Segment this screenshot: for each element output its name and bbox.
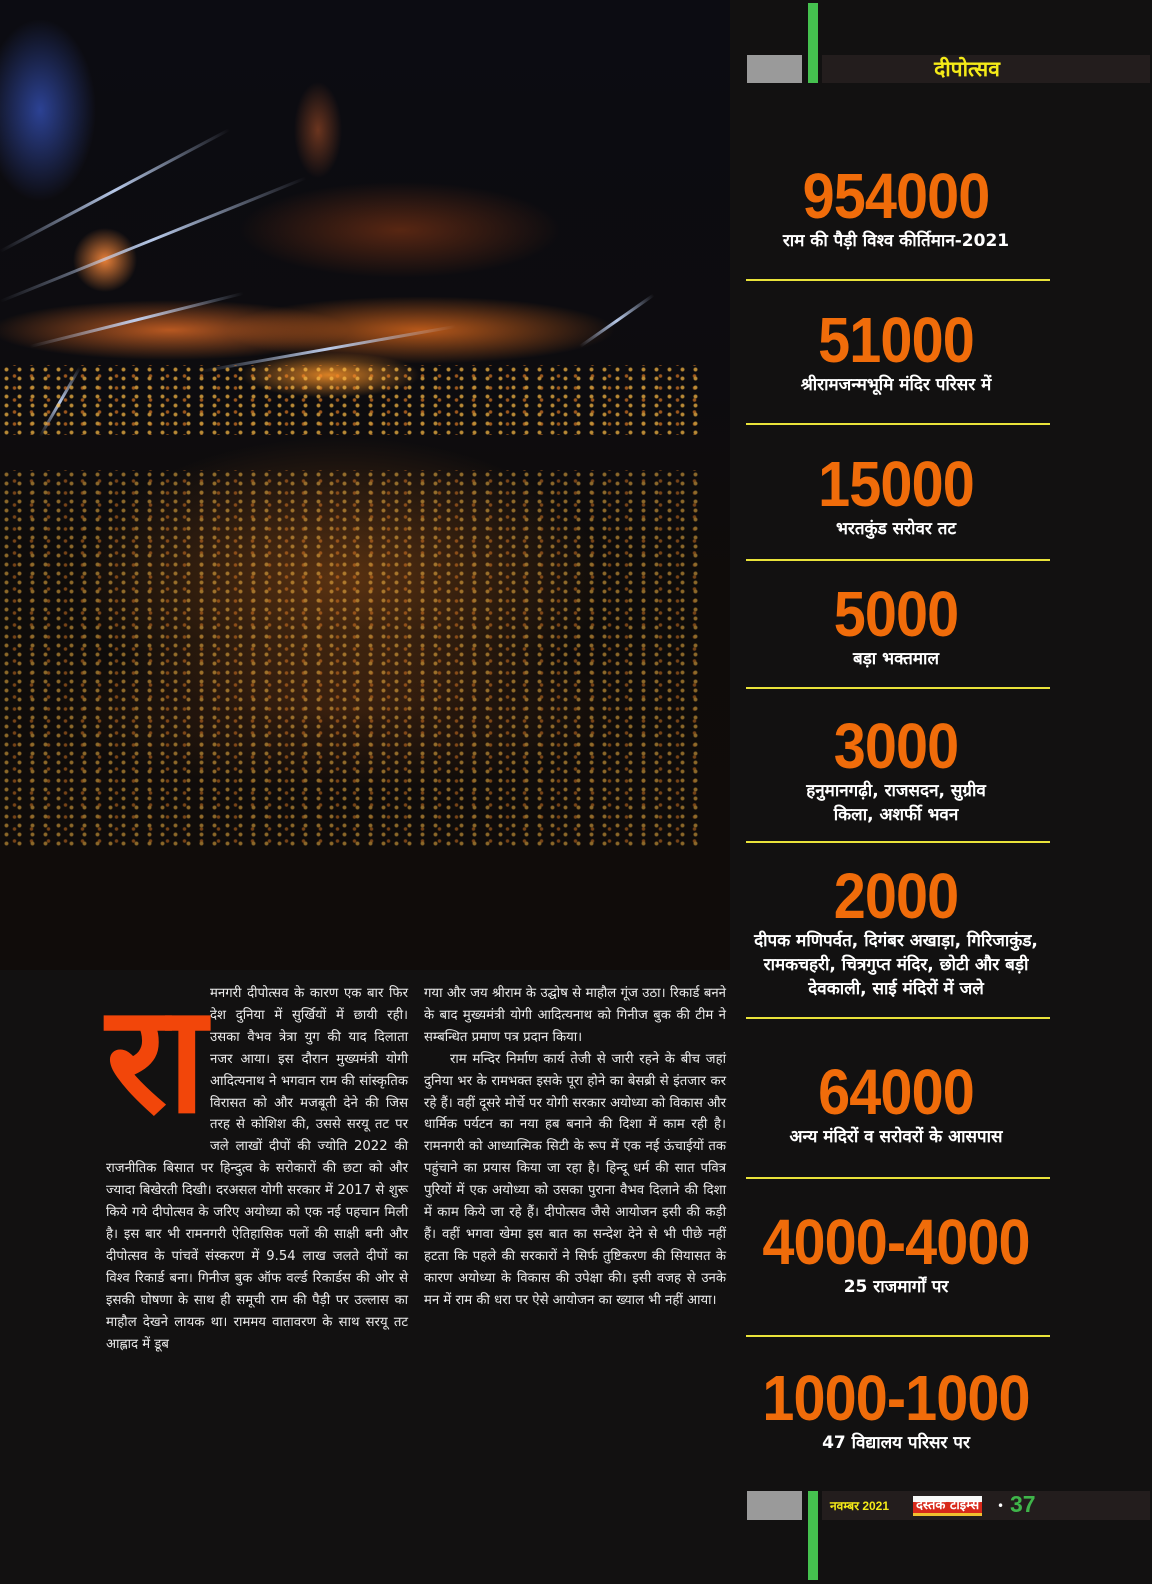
footer-gray-block [747, 1491, 802, 1520]
article-column-1 [106, 973, 408, 1355]
stat-item [740, 160, 1052, 253]
divider [746, 1177, 1050, 1179]
stat-label: भरतकुंड सरोवर तट [835, 519, 957, 539]
stat-number: 954000 [802, 160, 990, 232]
article-paragraph: राम मन्दिर निर्माण कार्य तेजी से जारी रहने के बीच जहां दुनिया भर के रामभक्त इसके पूरा होने का बेसब्री से इंतजार कर रहे हैं। वहीं दूसरे मोर्चे पर योगी सरकार अयोध्या को विकास और धार्मिक पर्यटन का नया हब बनाने की दिशा में काम रही है। रामनगरी को आध्यात्मिक सिटी के रूप में एक नई ऊंचाईयों तक पहुंचाने का प्रयास किया जा रहा है। हिन्दू धर्म की सात पवित्र पुरियों में एक अयोध्या को उसका पुराना वैभव दिलाने की दिशा में काम किये जा रहे हैं। दीपोत्सव जैसे आयोजन इसी की कड़ी हैं। वहीं भगवा खेमा इस बात का सन्देश देने से भी पीछे नहीं हटता कि पहले की सरकारों ने सिर्फ तुष्टिकरण की सियासत के कारण अयोध्या के विकास की उपेक्षा की। इसी वजह से उनके मन में राम की धरा पर ऐसे आयोजन का ख्याल भी नहीं आया। [424, 1051, 726, 1308]
stat-label: राम की पैड़ी विश्व कीर्तिमान-2021 [782, 231, 1010, 251]
article-paragraph: मनगरी दीपोत्सव के कारण एक बार फिर देश दुनिया में सुर्खियों में छायी रही। उसका वैभव त्रेत्रा युग की याद दिलाता नजर आया। इस दौरान मुख्यमंत्री योगी आदित्यनाथ ने भगवान राम की सांस्कृतिक विरासत को और मजबूती देने की जिस तरह से कोशिश की, उससे सरयू तट पर जले लाखों दीपों की ज्योति 2022 की राजनीतिक बिसात पर हिन्दुत्व के सरोकारों की छटा को और ज्यादा बिखेरती दिखी। दरअसल योगी सरकार में 2017 से शुरू किये गये दीपोत्सव के जरिए अयोध्या को एक नई पहचान मिली है। इस बार भी रामनगरी ऐतिहासिक पलों की साक्षी बनी और दीपोत्सव के पांचवें संस्करण में 9.54 लाख जलते दीपों का विश्व रिकार्ड बना। गिनीज बुक ऑफ वर्ल्ड रिकार्डस की ओर से इसकी घोषणा के साथ ही समूची राम की पैड़ी पर उल्लास का माहौल देखने लायक था। राममय वातावरण के साथ सरयू तट आह्लाद में डूब [106, 986, 408, 1352]
stat-number: 64000 [818, 1056, 974, 1128]
footer-green-bar [808, 1491, 818, 1580]
dropcap: रा [106, 973, 207, 1147]
magazine-logo: दस्तक टाइम्स [913, 1496, 982, 1516]
stat-item [740, 578, 1052, 671]
diya-lights-field [0, 470, 700, 850]
stat-number: 2000 [833, 860, 959, 932]
stat-item [740, 1206, 1052, 1299]
section-title: दीपोत्सव [934, 57, 1000, 81]
light-beam [0, 176, 307, 302]
stat-label: अन्य मंदिरों व सरोवरों के आसपास [789, 1127, 1003, 1147]
divider [746, 841, 1050, 843]
separator-dot: • [997, 1499, 1005, 1513]
light-beam [0, 128, 230, 253]
stat-number: 15000 [818, 448, 974, 520]
stat-label: दीपक मणिपर्वत, दिगंबर अखाड़ा, गिरिजाकुंड, रामकचहरी, चित्रगुप्त मंदिर, छोटी और बड़ी देवकाली, साई मंदिरों में जले [754, 931, 1038, 999]
stats-column [740, 160, 1052, 1455]
deepotsav-photo [0, 0, 730, 970]
stat-label: हनुमानगढ़ी, राजसदन, सुग्रीव किला, अशर्फी भवन [806, 781, 986, 825]
stat-item [740, 710, 1052, 827]
issue-date: नवम्बर 2021 [830, 1499, 890, 1513]
stat-item [740, 448, 1052, 541]
page-number: 37 [1010, 1491, 1036, 1517]
divider [746, 1335, 1050, 1337]
divider [746, 559, 1050, 561]
stat-number: 4000-4000 [762, 1206, 1030, 1278]
stat-number: 3000 [833, 710, 959, 782]
stat-label: 47 विद्यालय परिसर पर [822, 1433, 970, 1453]
stat-number: 5000 [833, 578, 959, 650]
header-green-bar [808, 3, 818, 83]
diya-lights-rows [0, 365, 700, 435]
divider [746, 1017, 1050, 1019]
light-beam [579, 294, 654, 348]
article-paragraph: गया और जय श्रीराम के उद्घोष से माहौल गूंज उठा। रिकार्ड बनने के बाद मुख्यमंत्री योगी आदित्यनाथ को गिनीज बुक की टीम ने सम्बन्धित प्रमाण पत्र प्रदान किया। [424, 986, 726, 1045]
stat-label: श्रीरामजन्मभूमि मंदिर परिसर में [800, 375, 992, 395]
divider [746, 423, 1050, 425]
stat-item [740, 860, 1052, 1001]
light-beam [30, 292, 244, 348]
stat-label: बड़ा भक्तमाल [853, 649, 939, 669]
header-gray-block [747, 55, 802, 83]
article-column-2 [424, 983, 726, 1312]
divider [746, 687, 1050, 689]
stat-label: 25 राजमार्गों पर [843, 1277, 949, 1297]
stat-item [740, 304, 1052, 397]
divider [746, 279, 1050, 281]
stat-item [740, 1362, 1052, 1455]
stat-number: 1000-1000 [762, 1362, 1030, 1434]
stat-item [740, 1056, 1052, 1149]
stat-number: 51000 [818, 304, 974, 376]
